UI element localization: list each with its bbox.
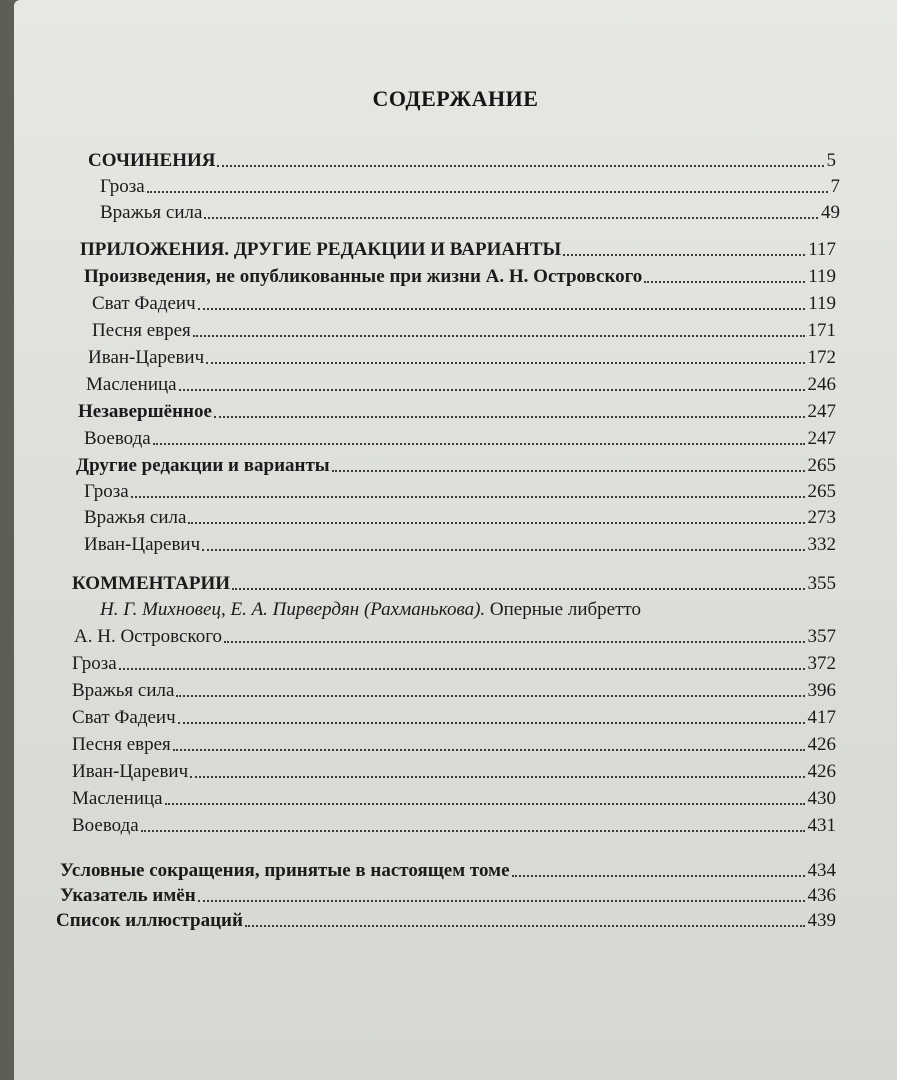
- toc-entry-page-number: 7: [830, 176, 840, 197]
- toc-entry: [84, 422, 836, 450]
- dot-leader: [188, 522, 804, 524]
- toc-entry: [72, 782, 836, 810]
- toc-entry: [60, 879, 836, 907]
- toc-entry-page-number: 396: [807, 680, 836, 701]
- toc-entry-page-number: 265: [807, 481, 836, 502]
- toc-entry: [92, 287, 836, 315]
- dot-leader: [173, 749, 805, 751]
- toc-entry: [84, 475, 836, 503]
- toc-entry-label: Иван-Царевич: [88, 347, 205, 368]
- toc-entry: [88, 144, 836, 172]
- toc-entry: [72, 809, 836, 837]
- dot-leader: [198, 308, 806, 310]
- toc-entry-label: Вражья сила: [84, 507, 187, 528]
- dot-leader: [332, 470, 805, 472]
- toc-entry: [72, 567, 836, 595]
- book-page: [14, 0, 897, 1080]
- dot-leader: [512, 875, 805, 877]
- commentary-authors: Н. Г. Михновец, Е. А. Пирвердян (Рахманькова).: [100, 599, 486, 620]
- toc-entry-page-number: 273: [807, 507, 836, 528]
- toc-entry-page-number: 119: [808, 293, 836, 314]
- toc-entry: [88, 341, 836, 369]
- toc-entry-page-number: 171: [807, 320, 836, 341]
- toc-entry-page-number: 372: [807, 653, 836, 674]
- toc-entry-page-number: 439: [807, 910, 836, 931]
- toc-entry-label: Гроза: [84, 481, 129, 502]
- toc-entry-label: Иван-Царевич: [84, 534, 201, 555]
- toc-entry-page-number: 332: [807, 534, 836, 555]
- toc-entry: [76, 449, 836, 477]
- dot-leader: [193, 335, 805, 337]
- dot-leader: [141, 830, 805, 832]
- toc-entry-label: Другие редакции и варианты: [76, 455, 330, 476]
- toc-entry-label: КОММЕНТАРИИ: [72, 573, 231, 594]
- toc-entry-label: Вражья сила: [72, 680, 175, 701]
- dot-leader: [147, 191, 828, 193]
- toc-entry: [80, 233, 836, 261]
- toc-entry: [84, 260, 836, 288]
- page-title: СОДЕРЖАНИЕ: [372, 86, 539, 111]
- commentary-section-title: Оперные либретто: [485, 599, 641, 620]
- toc-entry-label: Гроза: [100, 176, 145, 197]
- toc-entry-page-number: 430: [807, 788, 836, 809]
- toc-entry-label: Масленица: [86, 374, 177, 395]
- toc-entry: [84, 501, 836, 529]
- toc-entry: [100, 170, 840, 198]
- toc-entry-label: СОЧИНЕНИЯ: [88, 150, 216, 171]
- dot-leader: [198, 900, 805, 902]
- toc-entry: [74, 620, 836, 648]
- toc-entry-page-number: 355: [807, 573, 836, 594]
- toc-entry-label: Сват Фадеич: [92, 293, 196, 314]
- toc-entry-page-number: 172: [807, 347, 836, 368]
- dot-leader: [644, 281, 805, 283]
- toc-entry-label: ПРИЛОЖЕНИЯ. ДРУГИЕ РЕДАКЦИИ И ВАРИАНТЫ: [80, 239, 562, 260]
- dot-leader: [232, 588, 804, 590]
- toc-entry-page-number: 436: [807, 885, 836, 906]
- toc-entry-label: Воевода: [84, 428, 151, 449]
- table-of-contents: [14, 0, 897, 1080]
- dot-leader: [179, 389, 805, 391]
- toc-entry: [78, 395, 836, 423]
- toc-entry-page-number: 417: [807, 707, 836, 728]
- toc-entry-page-number: 117: [808, 239, 836, 260]
- toc-entry: [72, 728, 836, 756]
- dot-leader: [217, 165, 823, 167]
- dot-leader: [119, 668, 805, 670]
- dot-leader: [176, 695, 804, 697]
- dot-leader: [153, 443, 805, 445]
- toc-entry-label: Произведения, не опубликованные при жизни А. Н. Островского: [84, 266, 643, 287]
- toc-entry-label: А. Н. Островского: [74, 626, 223, 647]
- toc-entry-page-number: 49: [821, 202, 840, 223]
- toc-entry-label: Песня еврея: [92, 320, 191, 341]
- toc-entry-label: Вражья сила: [100, 202, 203, 223]
- dot-leader: [165, 803, 805, 805]
- toc-entry: [72, 674, 836, 702]
- dot-leader: [224, 641, 804, 643]
- toc-entry-label: Указатель имён: [60, 885, 196, 906]
- toc-entry: [92, 314, 836, 342]
- dot-leader: [245, 925, 805, 927]
- toc-entry-label: Масленица: [72, 788, 163, 809]
- toc-entry-label: Список иллюстраций: [56, 910, 243, 931]
- toc-entry-page-number: 5: [826, 150, 836, 171]
- toc-entry: [100, 196, 840, 224]
- toc-entry-page-number: 119: [808, 266, 836, 287]
- toc-entry: [56, 904, 836, 932]
- toc-entry: [86, 368, 836, 396]
- toc-entry: [72, 701, 836, 729]
- toc-entry-label: Сват Фадеич: [72, 707, 176, 728]
- toc-entry-label: Условные сокращения, принятые в настоящем томе: [60, 860, 510, 881]
- toc-entry-label: Гроза: [72, 653, 117, 674]
- dot-leader: [563, 254, 805, 256]
- dot-leader: [178, 722, 805, 724]
- toc-entry-page-number: 247: [807, 428, 836, 449]
- dot-leader: [131, 496, 805, 498]
- commentary-authors-line: [100, 593, 836, 621]
- toc-entry: [60, 854, 836, 882]
- toc-entry-label: Воевода: [72, 815, 139, 836]
- toc-entry-label: Иван-Царевич: [72, 761, 189, 782]
- toc-entry-page-number: 426: [807, 734, 836, 755]
- dot-leader: [204, 217, 818, 219]
- toc-entry-page-number: 246: [807, 374, 836, 395]
- toc-entry-label: Незавершённое: [78, 401, 212, 422]
- toc-entry: [72, 647, 836, 675]
- toc-entry-page-number: 426: [807, 761, 836, 782]
- toc-entry: [72, 755, 836, 783]
- toc-entry: [84, 528, 836, 556]
- toc-entry-label: Песня еврея: [72, 734, 171, 755]
- toc-entry-page-number: 434: [807, 860, 836, 881]
- toc-entry-page-number: 265: [807, 455, 836, 476]
- dot-leader: [202, 549, 804, 551]
- dot-leader: [206, 362, 804, 364]
- toc-entry-page-number: 431: [807, 815, 836, 836]
- dot-leader: [214, 416, 805, 418]
- toc-entry-page-number: 247: [807, 401, 836, 422]
- toc-entry-page-number: 357: [807, 626, 836, 647]
- dot-leader: [190, 776, 804, 778]
